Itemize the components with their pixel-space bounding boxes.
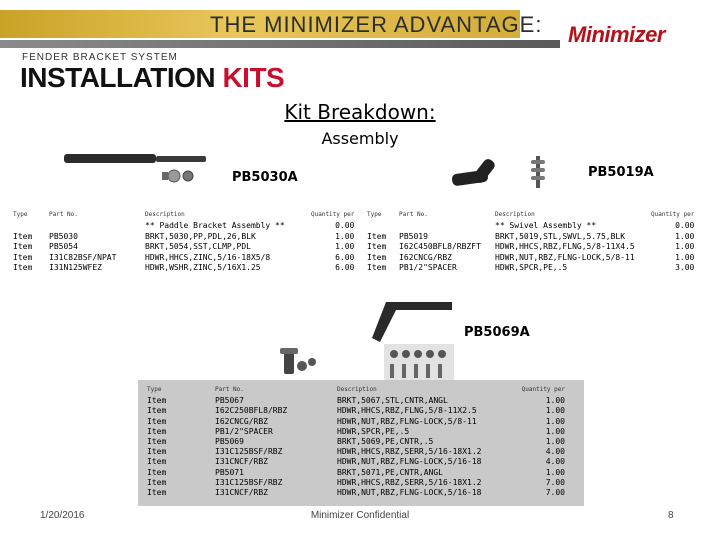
description-cell: HDWR,NUT,RBZ,FLNG-LOCK,5/16-18 <box>337 457 482 467</box>
table-row <box>144 457 568 467</box>
col-type-header: Type <box>147 386 162 393</box>
type-cell: Item <box>147 447 167 457</box>
part-cell: I62C250BFL8/RBZ <box>215 406 288 416</box>
part-cell: PB1/2"SPACER <box>215 426 273 436</box>
banner-dark-stripe <box>0 40 560 48</box>
table-row <box>364 242 697 252</box>
table-row <box>144 417 568 427</box>
part-cell: I31C125BSF/RBZ <box>215 477 283 487</box>
col-type-header: Type <box>13 211 28 218</box>
col-type-header: Type <box>367 211 382 218</box>
table-row <box>364 232 697 242</box>
description-cell: HDWR,SPCR,PE,.5 <box>495 263 568 273</box>
type-cell: Item <box>147 416 167 426</box>
part-cell: I31CNCF/RBZ <box>215 457 268 467</box>
type-cell: Item <box>13 252 33 262</box>
type-cell: Item <box>13 231 33 241</box>
page-heading-wrap <box>0 100 720 124</box>
quantity-cell: 6.00 <box>335 263 355 273</box>
table-row <box>364 221 697 231</box>
description-cell: HDWR,SPCR,PE,.5 <box>337 426 410 436</box>
type-cell: Item <box>367 252 387 262</box>
brand-logo-text: Minimizer <box>568 22 665 47</box>
description-cell: BRKT,5069,PE,CNTR,.5 <box>337 437 434 447</box>
table-row <box>10 221 357 231</box>
description-cell: HDWR,HHCS,RBZ,FLNG,5/8-11X2.5 <box>337 406 477 416</box>
table-row <box>10 242 357 252</box>
footer-confidential: Minimizer Confidential <box>310 510 410 521</box>
part-cell: PB5069 <box>215 437 244 447</box>
col-description-header: Description <box>145 211 185 218</box>
table-row <box>144 396 568 406</box>
type-cell: Item <box>147 477 167 487</box>
type-cell: Item <box>147 426 167 436</box>
quantity-cell: 1.00 <box>545 416 565 426</box>
part-cell: I62CNCG/RBZ <box>215 416 268 426</box>
description-cell: BRKT,5054,SST,CLMP,PDL <box>145 242 251 252</box>
table-row <box>144 488 568 498</box>
type-cell: Item <box>147 488 167 498</box>
description-cell: HDWR,HHCS,RBZ,SERR,5/16-18X1.2 <box>337 477 482 487</box>
part-cell: PB5071 <box>215 467 244 477</box>
description-cell: ** Swivel Assembly ** <box>495 221 597 231</box>
pb5019a-title: PB5019A <box>588 165 654 180</box>
part-cell: PB1/2"SPACER <box>399 263 457 273</box>
col-quantity-header: Quantity per <box>521 386 565 393</box>
kit-title <box>20 62 284 94</box>
part-cell <box>46 221 142 231</box>
quantity-cell: 1.00 <box>675 231 695 241</box>
assembly-label: Assembly <box>321 129 399 148</box>
table-row <box>144 427 568 437</box>
type-cell: Item <box>147 467 167 477</box>
type-cell: Item <box>147 437 167 447</box>
part-cell: PB5019 <box>399 231 428 241</box>
type-cell: Item <box>13 242 33 252</box>
banner-title: THE MINIMIZER ADVANTAGE: <box>210 12 543 37</box>
table-row <box>364 253 697 263</box>
quantity-cell: 1.00 <box>545 467 565 477</box>
table-row <box>10 253 357 263</box>
description-cell: HDWR,HHCS,RBZ,FLNG,5/8-11X4.5 <box>495 242 635 252</box>
quantity-cell: 1.00 <box>335 242 355 252</box>
table-row <box>144 447 568 457</box>
description-cell: BRKT,5019,STL,SWVL,5.75,BLK <box>495 231 626 241</box>
quantity-cell: 1.00 <box>335 231 355 241</box>
pb5030a-title: PB5030A <box>232 170 298 185</box>
kit-title-kits: KITS <box>222 62 285 93</box>
quantity-cell: 1.00 <box>545 406 565 416</box>
description-cell: BRKT,5071,PE,CNTR,ANGL <box>337 467 443 477</box>
col-description-header: Description <box>337 386 377 393</box>
table-header-row <box>364 210 697 221</box>
part-cell: PB5054 <box>49 242 78 252</box>
part-cell: I31C82BSF/NPAT <box>49 252 117 262</box>
quantity-cell: 6.00 <box>335 252 355 262</box>
hardware-photo-icon <box>384 344 454 384</box>
table-row <box>144 468 568 478</box>
table-row <box>10 232 357 242</box>
type-cell <box>10 221 46 231</box>
page-heading: Kit Breakdown: <box>284 100 436 124</box>
quantity-cell: 3.00 <box>675 263 695 273</box>
description-cell: HDWR,NUT,RBZ,FLNG-LOCK,5/16-18 <box>337 488 482 498</box>
table-row <box>144 437 568 447</box>
part-cell: I31CNCF/RBZ <box>215 488 268 498</box>
part-cell: PB5067 <box>215 396 244 406</box>
description-cell: BRKT,5030,PP,PDL,26,BLK <box>145 231 256 241</box>
description-cell: HDWR,HHCS,RBZ,SERR,5/16-18X1.2 <box>337 447 482 457</box>
table-row <box>364 263 697 273</box>
table-row <box>144 478 568 488</box>
type-cell: Item <box>367 231 387 241</box>
footer-date: 1/20/2016 <box>40 510 85 521</box>
type-cell: Item <box>147 457 167 467</box>
table-row <box>10 263 357 273</box>
pb5030a-parts-table <box>10 210 357 273</box>
table-header-row <box>10 210 357 221</box>
quantity-cell: 1.00 <box>675 242 695 252</box>
col-quantity-header: Quantity per <box>311 211 355 218</box>
description-cell: HDWR,NUT,RBZ,FLNG-LOCK,5/8-11 <box>495 252 635 262</box>
kit-subtitle: FENDER BRACKET SYSTEM <box>22 52 178 63</box>
brand-logo <box>568 22 693 52</box>
type-cell: Item <box>13 263 33 273</box>
description-cell: HDWR,NUT,RBZ,FLNG-LOCK,5/8-11 <box>337 416 477 426</box>
quantity-cell: 0.00 <box>335 221 355 231</box>
quantity-cell: 4.00 <box>545 447 565 457</box>
quantity-cell: 7.00 <box>545 488 565 498</box>
kit-title-installation: INSTALLATION <box>20 62 216 93</box>
type-cell: Item <box>147 406 167 416</box>
pb5069a-parts-table <box>144 385 568 498</box>
quantity-cell: 1.00 <box>545 437 565 447</box>
part-cell: I31N125WFEZ <box>49 263 102 273</box>
part-cell: I62C450BFL8/RBZFT <box>399 242 481 252</box>
description-cell: ** Paddle Bracket Assembly ** <box>145 221 285 231</box>
pb5069a-title: PB5069A <box>464 325 530 340</box>
table-header-row <box>144 385 568 396</box>
part-cell: I62CNCG/RBZ <box>399 252 452 262</box>
type-cell: Item <box>367 263 387 273</box>
quantity-cell: 1.00 <box>545 396 565 406</box>
type-cell: Item <box>147 396 167 406</box>
pb5019a-parts-table <box>364 210 697 273</box>
table-row <box>144 406 568 416</box>
paddle-bracket-photo-icon <box>60 150 210 184</box>
quantity-cell: 0.00 <box>675 221 695 231</box>
description-cell: BRKT,5067,STL,CNTR,ANGL <box>337 396 448 406</box>
col-description-header: Description <box>495 211 535 218</box>
col-part-header: Part No. <box>215 386 244 393</box>
part-cell: I31C125BSF/RBZ <box>215 447 283 457</box>
col-quantity-header: Quantity per <box>651 211 695 218</box>
col-part-header: Part No. <box>399 211 428 218</box>
type-cell <box>364 221 396 231</box>
quantity-cell: 7.00 <box>545 477 565 487</box>
swivel-bracket-photo-icon <box>428 152 582 192</box>
footer-page-number: 8 <box>668 510 674 521</box>
quantity-cell: 4.00 <box>545 457 565 467</box>
description-cell: HDWR,WSHR,ZINC,5/16X1.25 <box>145 263 261 273</box>
quantity-cell: 1.00 <box>675 252 695 262</box>
type-cell: Item <box>367 242 387 252</box>
part-cell: PB5030 <box>49 231 78 241</box>
col-part-header: Part No. <box>49 211 78 218</box>
quantity-cell: 1.00 <box>545 426 565 436</box>
description-cell: HDWR,HHCS,ZINC,5/16-18X5/8 <box>145 252 271 262</box>
part-cell <box>396 221 492 231</box>
